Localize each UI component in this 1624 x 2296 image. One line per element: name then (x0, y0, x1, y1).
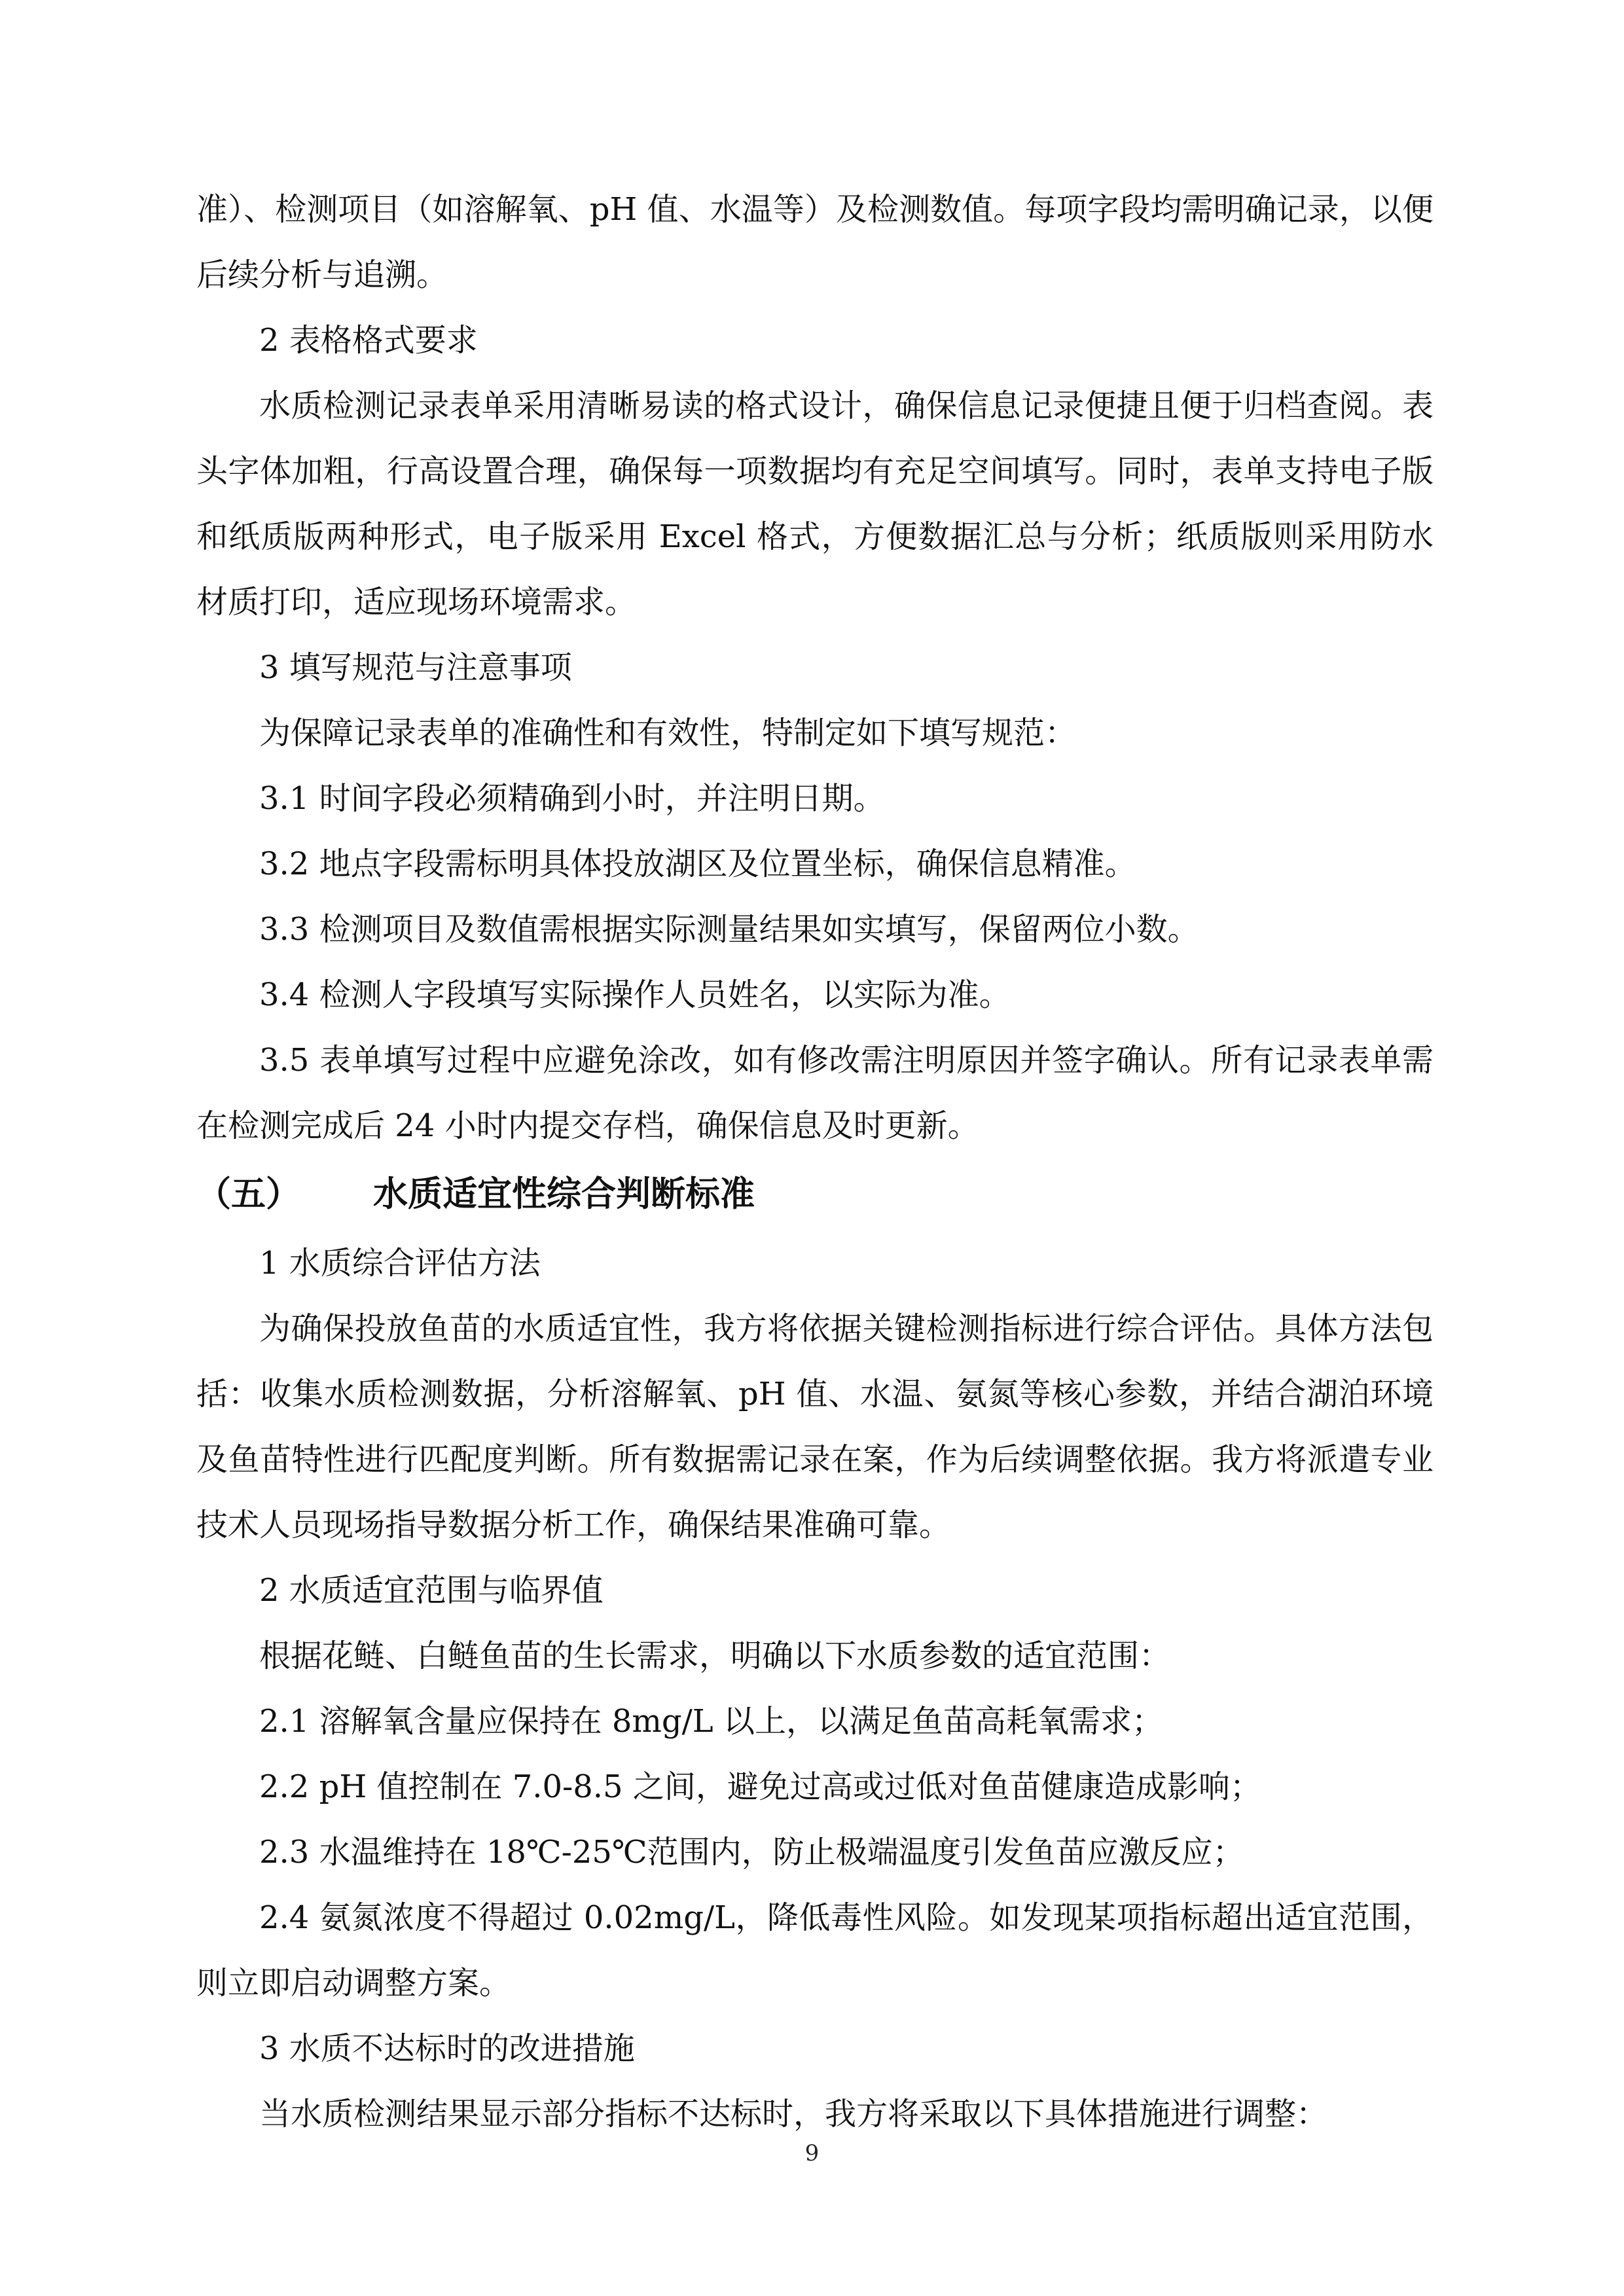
paragraph-filling-intro: 为保障记录表单的准确性和有效性，特制定如下填写规范： (259, 715, 1077, 751)
rule-item-3-3: 3.3 检测项目及数值需根据实际测量结果如实填写，保留两位小数。 (259, 911, 1199, 948)
section-heading (196, 1158, 1434, 1230)
rule-item-3-4: 3.4 检测人字段填写实际操作人员姓名，以实际为准。 (259, 977, 1011, 1013)
page-number: 9 (804, 2140, 820, 2166)
subheading-table-format: 2 表格格式要求 (259, 322, 478, 359)
subheading-suitable-range: 2 水质适宜范围与临界值 (259, 1572, 604, 1609)
subheading-filling-rules: 3 填写规范与注意事项 (259, 649, 572, 686)
subheading-improvement: 3 水质不达标时的改进措施 (259, 2030, 635, 2067)
section-title: 水质适宜性综合判断标准 (373, 1174, 755, 1214)
paragraph-table-format: 水质检测记录表单采用清晰易读的格式设计，确保信息记录便捷且便于归档查阅。表头字体加粗，行高设置合理，确保每一项数据均有充足空间填写。同时，表单支持电子版和纸质版两种形式，电子版采用 Excel 格式，方便数据汇总与分析；纸质版则采用防水材质打印，适应现场环境需求。 (196, 387, 1434, 620)
rule-item-3-1: 3.1 时间字段必须精确到小时，并注明日期。 (259, 780, 885, 817)
paragraph-continuation: 准）、检测项目（如溶解氧、pH 值、水温等）及检测数值。每项字段均需明确记录，以便后续分析与追溯。 (196, 191, 1434, 293)
rule-item-3-5: 3.5 表单填写过程中应避免涂改，如有修改需注明原因并签字确认。所有记录表单需在检测完成后 24 小时内提交存档，确保信息及时更新。 (196, 1042, 1434, 1144)
paragraph-suitable-range-intro: 根据花鲢、白鲢鱼苗的生长需求，明确以下水质参数的适宜范围： (259, 1638, 1171, 1674)
subheading-evaluation-method: 1 水质综合评估方法 (259, 1245, 541, 1282)
range-item-2-1: 2.1 溶解氧含量应保持在 8mg/L 以上，以满足鱼苗高耗氧需求； (259, 1703, 1163, 1740)
range-item-2-4: 2.4 氨氮浓度不得超过 0.02mg/L，降低毒性风险。如发现某项指标超出适宜范围，则立即启动调整方案。 (196, 1899, 1434, 2001)
paragraph-evaluation-method: 为确保投放鱼苗的水质适宜性，我方将依据关键检测指标进行综合评估。具体方法包括：收集水质检测数据，分析溶解氧、pH 值、水温、氨氮等核心参数，并结合湖泊环境及鱼苗特性进行匹配度判断。所有数据需记录在案，作为后续调整依据。我方将派遣专业技术人员现场指导数据分析工作，确保结果准确可靠。 (196, 1310, 1434, 1543)
rule-item-3-2: 3.2 地点字段需标明具体投放湖区及位置坐标，确保信息精准。 (259, 846, 1136, 882)
section-number: （五） (196, 1174, 300, 1214)
range-item-2-3: 2.3 水温维持在 18℃-25℃范围内，防止极端温度引发鱼苗应激反应； (259, 1834, 1244, 1871)
page-body (196, 177, 1434, 2147)
range-item-2-2: 2.2 pH 值控制在 7.0-8.5 之间，避免过高或过低对鱼苗健康造成影响； (259, 1768, 1261, 1805)
paragraph-improvement-intro: 当水质检测结果显示部分指标不达标时，我方将采取以下具体措施进行调整： (259, 2096, 1328, 2132)
